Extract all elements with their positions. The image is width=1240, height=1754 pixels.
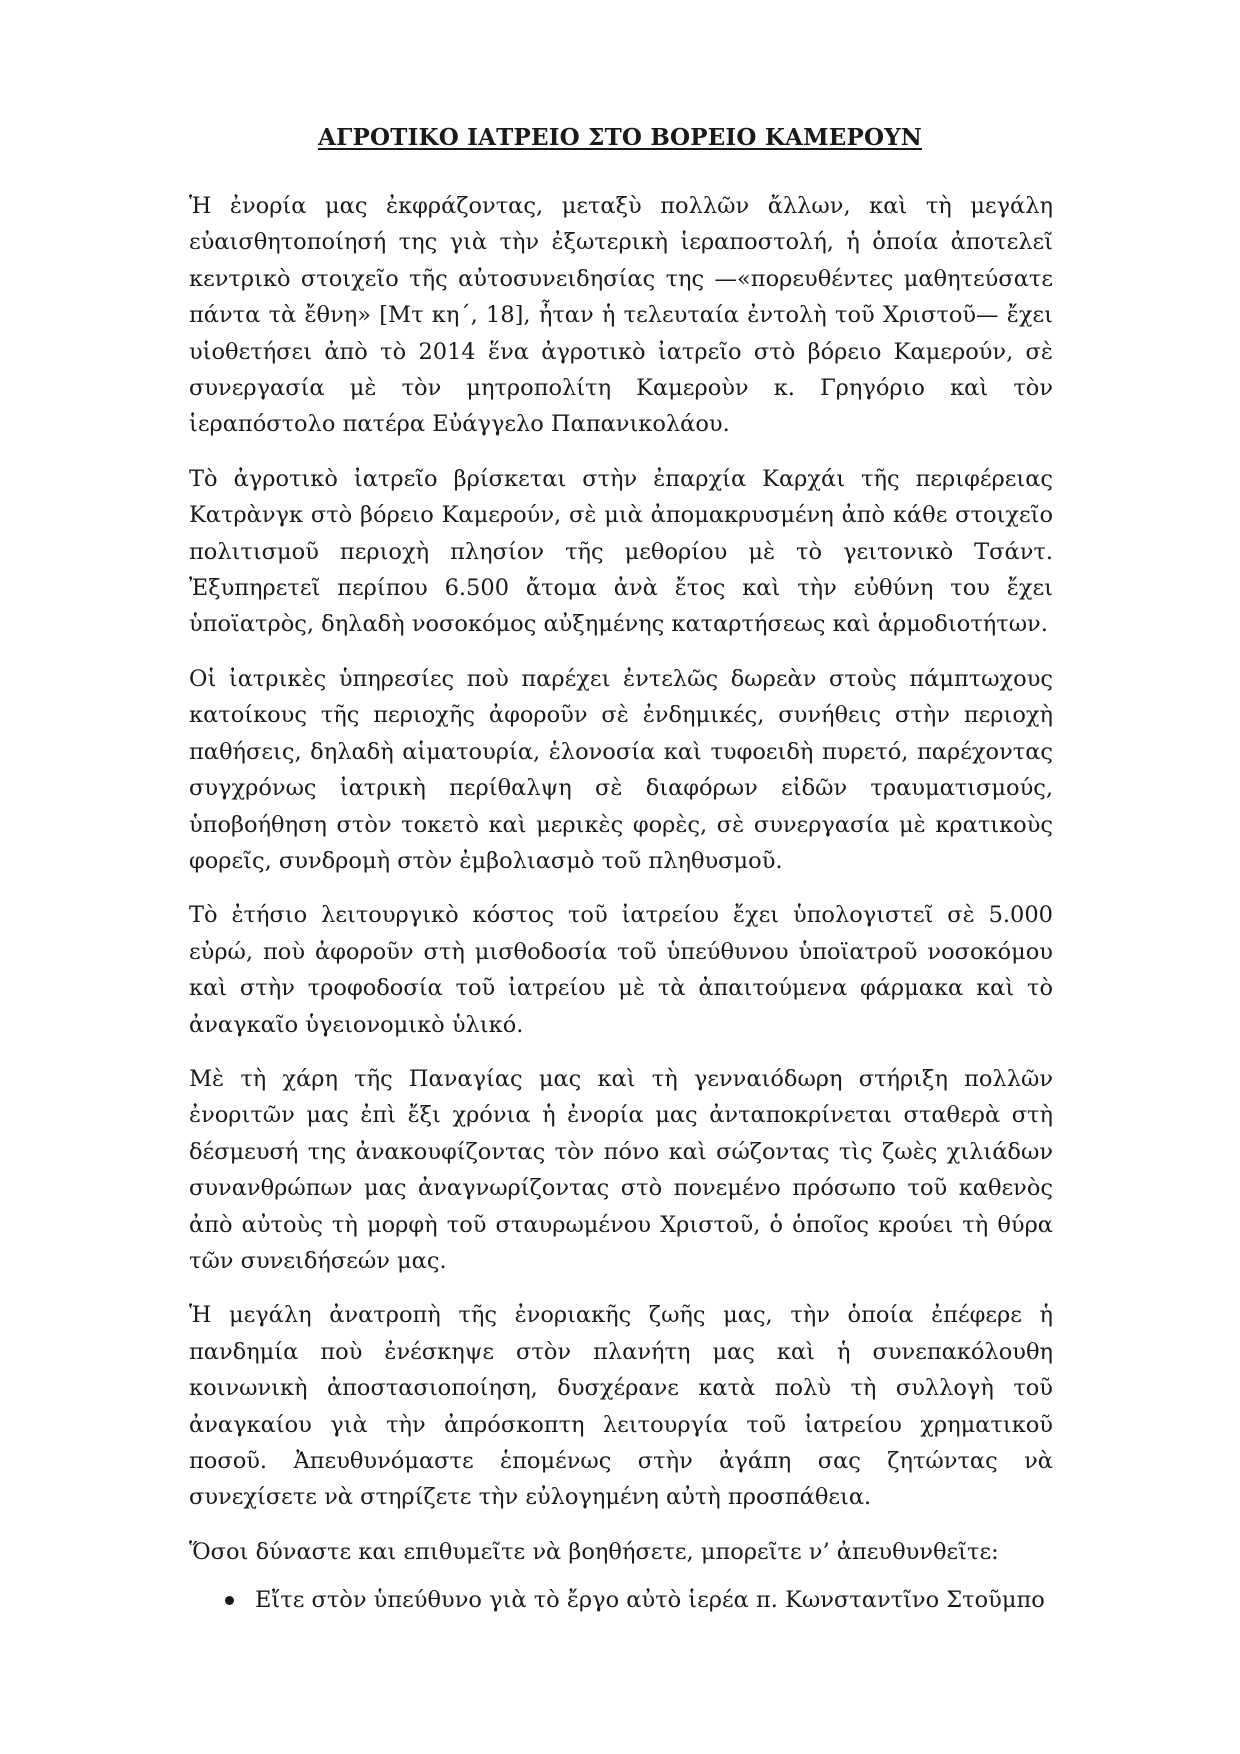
paragraph-services: Οἱ ἰατρικὲς ὑπηρεσίες ποὺ παρέχει ἐντελῶς δωρεὰν στοὺς πάμπτωχους κατοίκους τῆς περιοχῆς ἀφοροῦν σὲ ἐνδημικές, συνήθεις στὴν περιοχὴ παθήσεις, δηλαδὴ αἱματουρία, ἑλονοσία καὶ τυφοειδὴ πυρετό, παρέχοντας συγχρόνως ἰατρικὴ περίθαλψη σὲ διαφόρων εἰδῶν τραυματισμούς, ὑποβοήθηση στὸν τοκετὸ καὶ μερικὲς φορὲς, σὲ συνεργασία μὲ κρατικοὺς φορεῖς, συνδρομὴ στὸν ἐμβολιασμὸ τοῦ πληθυσμοῦ. (189, 665, 1053, 874)
document-title: ΑΓΡΟΤΙΚΟ ΙΑΤΡΕΙΟ ΣΤΟ ΒΟΡΕΙΟ ΚΑΜΕΡΟΥΝ (317, 124, 923, 151)
paragraph-support: Μὲ τὴ χάρη τῆς Παναγίας μας καὶ τὴ γενναιόδωρη στήριξη πολλῶν ἐνοριτῶν μας ἐπὶ ἔξι χρόνια ἡ ἐνορία μας ἀνταποκρίνεται σταθερὰ στὴ δέσμευσή της ἀνακουφίζοντας τὸν πόνο καὶ σώζοντας τὶς ζωὲς χιλιάδων συνανθρώπων μας ἀναγνωρίζοντας στὸ πονεμένο πρόσωπο τοῦ καθενὸς ἀπὸ αὐτοὺς τὴ μορφὴ τοῦ σταυρωμένου Χριστοῦ, ὁ ὁποῖος κρούει τὴ θύρα τῶν συνειδήσεών μας. (189, 1065, 1053, 1274)
paragraph-pandemic: Ἡ μεγάλη ἀνατροπὴ τῆς ἐνοριακῆς ζωῆς μας, τὴν ὁποία ἐπέφερε ἡ πανδημία ποὺ ἐνέσκηψε στὸν πλανήτη μας καὶ ἡ συνεπακόλουθη κοινωνικὴ ἀποστασιοποίηση, δυσχέρανε κατὰ πολὺ τὴ συλλογὴ τοῦ ἀναγκαίου γιὰ τὴν ἀπρόσκοπτη λειτουργία τοῦ ἰατρείου χρηματικοῦ ποσοῦ. Ἀπευθυνόμαστε ἑπομένως στὴν ἀγάπη σας ζητώντας νὰ συνεχίσετε νὰ στηρίζετε τὴν εὐλογημένη αὐτὴ προσπάθεια. (189, 1302, 1053, 1511)
list-item (189, 1582, 1053, 1618)
document-body (189, 188, 1053, 1619)
paragraph-location: Τὸ ἀγροτικὸ ἰατρεῖο βρίσκεται στὴν ἐπαρχία Καρχάι τῆς περιφέρειας Κατρὰνγκ στὸ βόρειο Καμερούν, σὲ μιὰ ἀπομακρυσμένη ἀπὸ κάθε στοιχεῖο πολιτισμοῦ περιοχὴ πλησίον τῆς μεθορίου μὲ τὸ γειτονικὸ Τσάντ. Ἐξυπηρετεῖ περίπου 6.500 ἄτομα ἀνὰ ἔτος καὶ τὴν εὐθύνη του ἔχει ὑποϊατρὸς, δηλαδὴ νοσοκόμος αὐξημένης καταρτήσεως καὶ ἁρμοδιοτήτων. (189, 465, 1053, 638)
paragraph-mission: Ἡ ἐνορία μας ἐκφράζοντας, μεταξὺ πολλῶν ἄλλων, καὶ τὴ μεγάλη εὐαισθητοποίησή της γιὰ τὴν ἐξωτερικὴ ἱεραποστολή, ἡ ὁποία ἀποτελεῖ κεντρικὸ στοιχεῖο τῆς αὐτοσυνειδησίας της —«πορευθέντες μαθητεύσατε πάντα τὰ ἔθνη» [Μτ κη΄, 18], ἦταν ἡ τελευταία ἐντολὴ τοῦ Χριστοῦ— ἔχει υἱοθετήσει ἀπὸ τὸ 2014 ἕνα ἀγροτικὸ ἰατρεῖο στὸ βόρειο Καμερούν, σὲ συνεργασία μὲ τὸν μητροπολίτη Καμεροὺν κ. Γρηγόριο καὶ τὸν ἱεραπόστολο πατέρα Εὐάγγελο Παπανικολάου. (189, 193, 1053, 438)
paragraph-cost: Τὸ ἐτήσιο λειτουργικὸ κόστος τοῦ ἰατρείου ἔχει ὑπολογιστεῖ σὲ 5.000 εὐρώ, ποὺ ἀφοροῦν στὴ μισθοδοσία τοῦ ὑπεύθυνου ὑποϊατροῦ νοσοκόμου καὶ στὴν τροφοδοσία τοῦ ἰατρείου μὲ τὰ ἀπαιτούμενα φάρμακα καὶ τὸ ἀναγκαῖο ὑγειονομικὸ ὑλικό. (189, 902, 1053, 1038)
list-item-text: Εἴτε στὸν ὑπεύθυνο γιὰ τὸ ἔργο αὐτὸ ἱερέα π. Κωνσταντῖνο Στοῦμπο (255, 1587, 1045, 1614)
contact-intro: Ὅσοι δύναστε και επιθυμεῖτε νὰ βοηθήσετε, μπορεῖτε ν’ ἀπευθυνθεῖτε: (189, 1538, 999, 1565)
bullet-icon (225, 1596, 234, 1605)
contact-list (189, 1582, 1053, 1618)
